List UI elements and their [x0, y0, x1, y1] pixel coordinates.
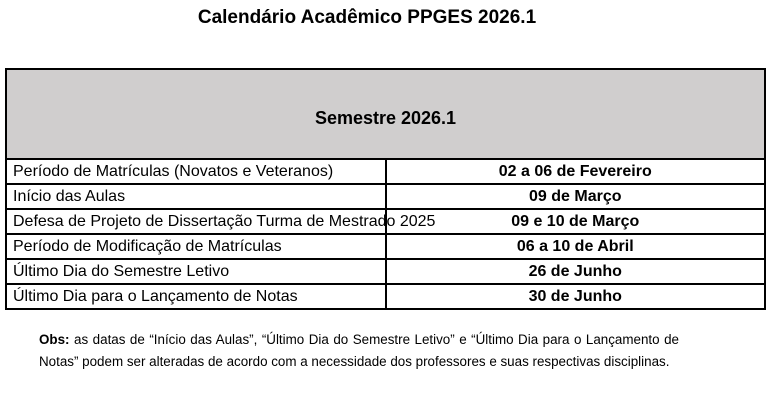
observation-note: [39, 329, 679, 373]
observation-label: Obs:: [39, 332, 70, 347]
table-header-row: [6, 69, 765, 159]
event-date: 09 e 10 de Março: [386, 209, 766, 234]
table-row: [6, 234, 765, 259]
event-date: 06 a 10 de Abril: [386, 234, 766, 259]
event-date: 09 de Março: [386, 184, 766, 209]
table-row: [6, 184, 765, 209]
observation-text: as datas de “Início das Aulas”, “Último Dia do Semestre Letivo” e “Último Dia para o Lançamento de Notas” podem ser alteradas de acordo com a necessidade dos professores e suas respectivas disciplinas.: [39, 332, 679, 369]
event-date: 26 de Junho: [386, 259, 766, 284]
event-name: Último Dia do Semestre Letivo: [6, 259, 386, 284]
table-row: [6, 284, 765, 309]
event-name: Período de Modificação de Matrículas: [6, 234, 386, 259]
event-name: Último Dia para o Lançamento de Notas: [6, 284, 386, 309]
table-row: [6, 209, 765, 234]
semester-header: Semestre 2026.1: [6, 69, 765, 159]
table-row: [6, 259, 765, 284]
event-date: 30 de Junho: [386, 284, 766, 309]
event-name: Defesa de Projeto de Dissertação Turma de Mestrado 2025: [6, 209, 386, 234]
page-title: Calendário Acadêmico PPGES 2026.1: [197, 7, 537, 28]
event-name: Período de Matrículas (Novatos e Veteranos): [6, 159, 386, 184]
event-name: Início das Aulas: [6, 184, 386, 209]
event-date: 02 a 06 de Fevereiro: [386, 159, 766, 184]
calendar-table: [5, 68, 766, 310]
table-row: [6, 159, 765, 184]
